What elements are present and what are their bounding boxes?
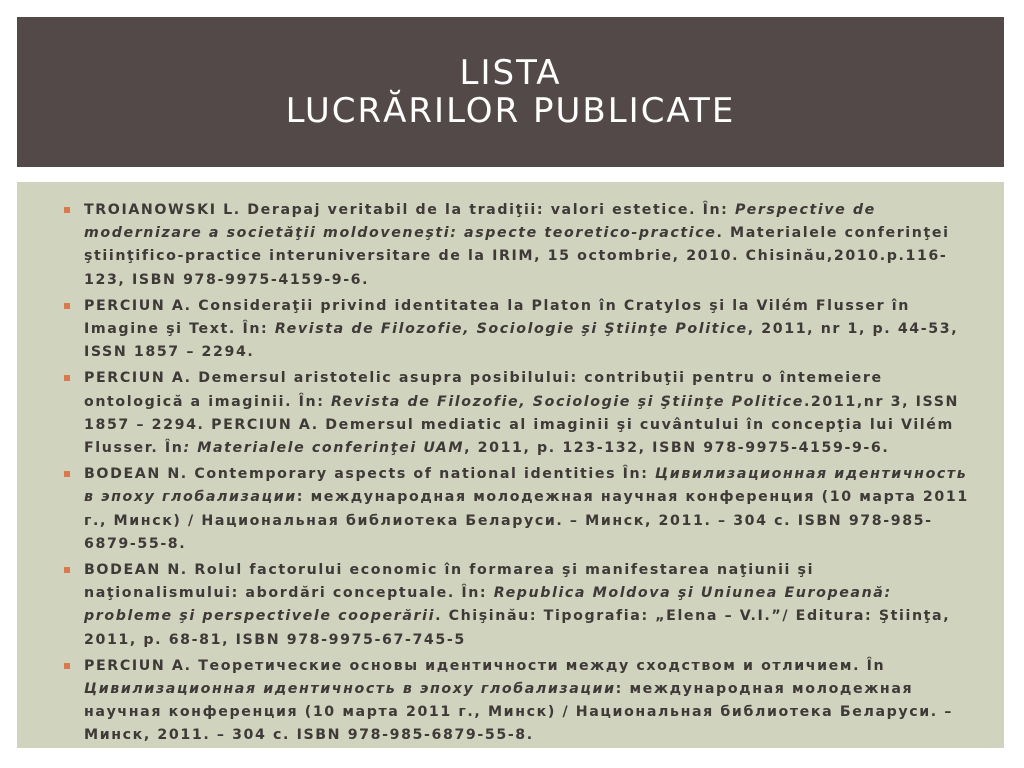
reference-item (64, 199, 970, 292)
reference-item (64, 367, 970, 460)
reference-text: TROIANOWSKI L. Derapaj veritabil de la tradiţii: valori estetice. În: Perspective de modernizare a societăţii moldoveneşti: aspecte teoretico-practice. Materialele conferinţei ştiinţifico-practice interuniversitare de la IRIM, 15 octombrie, 2010. Chisinău,2010.p.116-123, ISBN 978-9975-4159-9-6. (84, 202, 950, 288)
reference-text: PERCIUN A. Consideraţii privind identitatea la Platon în Cratylos şi la Vilém Flusser în Imagine şi Text. În: Revista de Filozofie, Sociologie şi Ştiinţe Politice, 2011, nr 1, p. 44-53, ISSN 1857 – 2294. (84, 297, 959, 361)
square-bullet-icon (64, 375, 70, 381)
square-bullet-icon (64, 663, 70, 669)
reference-text: BODEAN N. Contemporary aspects of national identities În: Цивилизационная идентичность в эпоху глобализации: международная молодежная научная конференция (10 марта 2011 г., Минск) / Национальная библиотека Беларуси. – Минск, 2011. – 304 с. ISBN 978-985-6879-55-8. (84, 466, 969, 552)
reference-item (64, 295, 970, 365)
square-bullet-icon (64, 567, 70, 573)
square-bullet-icon (64, 303, 70, 309)
reference-text: PERCIUN A. Теоретические основы идентичности между сходством и отличием. În Цивилизационная идентичность в эпоху глобализации: международная молодежная научная конференция (10 марта 2011 г., Минск) / Национальная библиотека Беларуси. – Минск, 2011. – 304 с. ISBN 978-985-6879-55-8. (84, 657, 953, 744)
title-line-2: LUCRĂRILOR PUBLICATE (285, 91, 736, 131)
title-line-1: LISTA (459, 53, 562, 93)
reference-text: BODEAN N. Rolul factorului economic în formarea şi manifestarea naţiunii şi naţionalismului: abordări conceptuale. În: Republica Moldova şi Uniunea Europeană: probleme şi perspectivele cooperării. Chişinău: Tipografia: „Elena – V.I.”/ Editura: Ştiinţa, 2011, p. 68-81, ISBN 978-9975-67-745-5 (84, 562, 951, 648)
content-box (17, 182, 1004, 748)
title-bar (17, 17, 1004, 167)
reference-item (64, 559, 970, 652)
square-bullet-icon (64, 471, 70, 477)
reference-list (64, 199, 970, 748)
reference-text: PERCIUN A. Demersul aristotelic asupra posibilului: contribuţii pentru o întemeiere ontologică a imaginii. În: Revista de Filozofie, Sociologie şi Ştiinţe Politice.2011,nr 3, ISSN 1857 – 2294. PERCIUN A. Demersul mediatic al imaginii şi cuvântului în concepţia lui Vilém Flusser. În: Materialele conferinţei UAM, 2011, p. 123-132, ISBN 978-9975-4159-9-6. (84, 370, 959, 457)
reference-item (64, 463, 970, 556)
square-bullet-icon (64, 207, 70, 213)
reference-item (64, 655, 970, 748)
